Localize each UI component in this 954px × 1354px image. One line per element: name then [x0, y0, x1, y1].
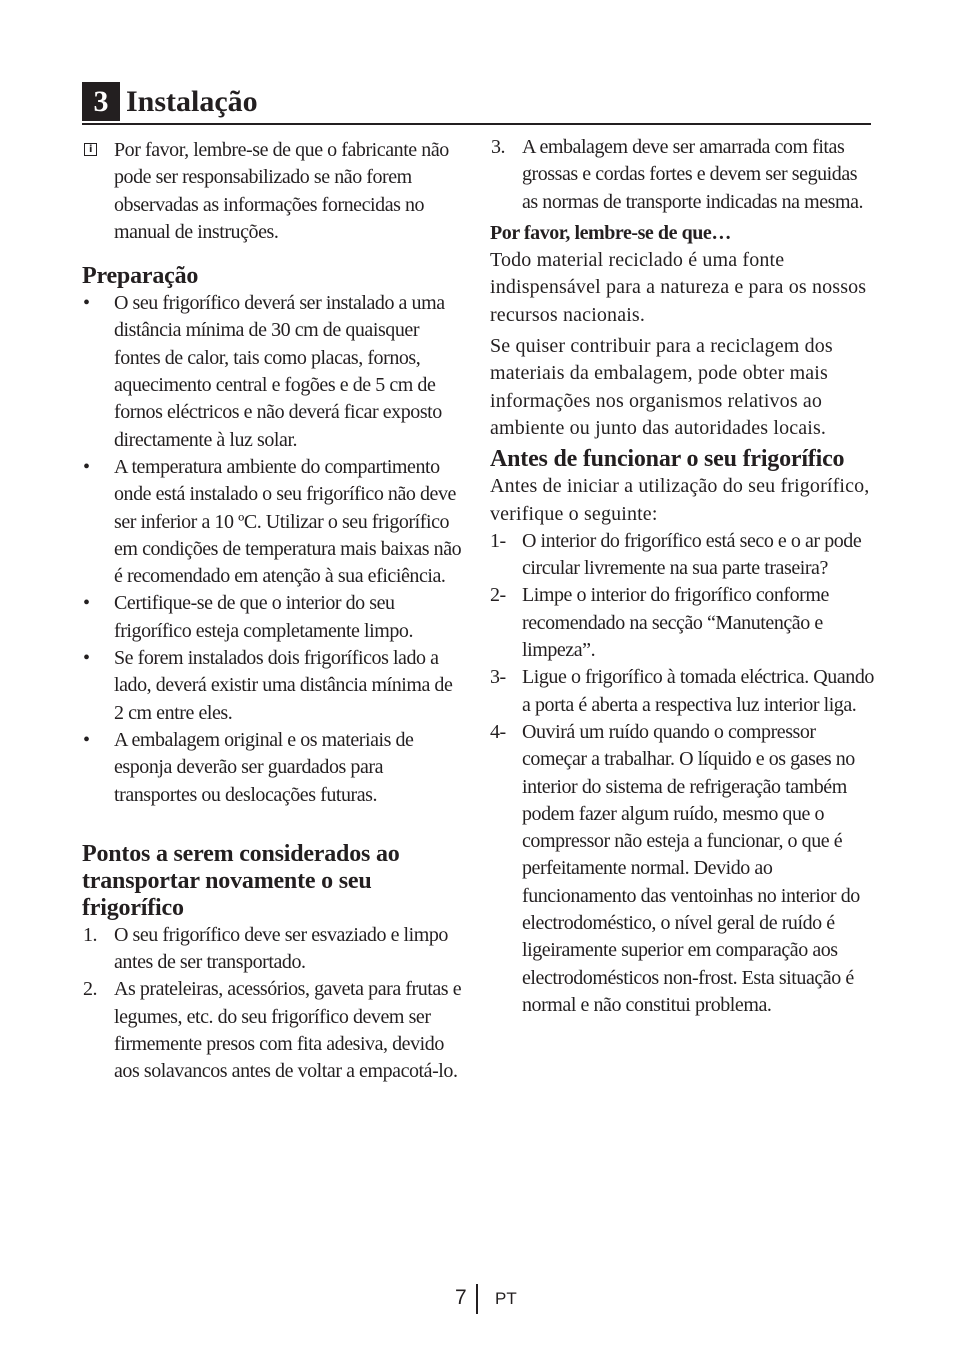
list-item	[490, 528, 875, 583]
language-code: PT	[495, 1289, 517, 1308]
list-item-text: O interior do frigorífico está seco e o ar pode circular livremente na sua parte traseira?	[522, 529, 862, 580]
list-marker: 3-	[490, 666, 506, 689]
section-header	[82, 80, 871, 125]
list-item-text: O seu frigorífico deverá ser instalado a uma distância mínima de 30 cm de quaisquer fontes de calor, tais como placas, fornos, aquecimento central e fogões e de 5 cm de fornos eléctricos e não deverá ficar exposto directamente à luz solar.	[114, 292, 445, 451]
bullet-marker: •	[83, 455, 90, 478]
list-item	[490, 719, 875, 1019]
before-list	[490, 528, 875, 1019]
transport-list	[82, 922, 462, 1086]
list-marker: 3.	[491, 136, 506, 158]
list-item	[82, 976, 462, 1085]
bullet-marker: •	[83, 728, 90, 751]
page-number: 7	[455, 1286, 467, 1309]
remember-heading: Por favor, lembre-se de que…	[490, 221, 731, 244]
list-item-text: A embalagem original e os materiais de esponja deverão ser guardados para transportes ou deslocações futuras.	[114, 728, 414, 806]
section-number: 3	[82, 82, 120, 121]
list-item-text: O seu frigorífico deve ser esvaziado e limpo antes de ser transportado.	[114, 923, 448, 974]
list-item-text: As prateleiras, acessórios, gaveta para frutas e legumes, etc. do seu frigorífico devem ser firmemente presos com fita adesiva, devido aos solavancos antes de voltar a empacotá-lo.	[114, 978, 462, 1083]
note-text: Por favor, lembre-se de que o fabricante não pode ser responsabilizado se não forem observadas as informações fornecidas no manual de instruções.	[114, 139, 449, 243]
heading-preparation: Preparação	[82, 263, 199, 290]
list-marker: 1.	[83, 923, 98, 946]
list-marker: 4-	[490, 720, 506, 743]
list-item	[82, 290, 462, 454]
left-column	[82, 137, 462, 1086]
before-intro: Antes de iniciar a utilização do seu frigorífico, verifique o seguinte:	[490, 475, 870, 525]
list-item-text: Limpe o interior do frigorífico conforme recomendado na secção “Manutenção e limpeza”.	[522, 584, 829, 662]
list-marker: 2.	[83, 978, 98, 1001]
heading-transport: Pontos a serem considerados ao transportar novamente o seu frigorífico	[82, 840, 400, 921]
list-item	[490, 664, 875, 719]
transport-list-continued	[490, 134, 875, 216]
heading-before-operating: Antes de funcionar o seu frigorífico	[490, 446, 845, 473]
recycling-paragraph-1: Todo material reciclado é uma fonte indispensável para a natureza e para os nossos recursos nacionais.	[490, 249, 867, 326]
list-item-text: Ligue o frigorífico à tomada eléctrica. Quando a porta é aberta a respectiva luz interior liga.	[522, 666, 874, 716]
list-item-text: A embalagem deve ser amarrada com fitas grossas e cordas fortes e devem ser seguidas as normas de transporte indicadas na mesma.	[522, 136, 864, 213]
list-item-text: Certifique-se de que o interior do seu frigorífico esteja completamente limpo.	[114, 592, 414, 642]
list-item	[490, 582, 875, 664]
list-item	[82, 645, 462, 727]
preparation-list	[82, 290, 462, 809]
list-item	[82, 590, 462, 645]
page-footer	[0, 1284, 954, 1314]
list-item	[82, 727, 462, 809]
bullet-marker: •	[83, 292, 90, 315]
list-item	[82, 454, 462, 590]
list-marker: 2-	[490, 584, 506, 607]
bullet-marker: •	[83, 592, 90, 615]
list-item-text: Se forem instalados dois frigoríficos lado a lado, deverá existir uma distância mínima de 2 cm entre eles.	[114, 647, 453, 724]
list-marker: 1-	[490, 529, 506, 552]
info-icon: i	[84, 143, 97, 156]
recycling-paragraph-2: Se quiser contribuir para a reciclagem dos materiais da embalagem, pode obter mais informações nos organismos relativos ao ambiente ou junto das autoridades locais.	[490, 335, 833, 439]
list-item	[490, 134, 875, 216]
list-item	[82, 922, 462, 977]
note-paragraph	[82, 137, 462, 246]
list-item-text: A temperatura ambiente do compartimento onde está instalado o seu frigorífico não deve ser inferior a 10 ºC. Utilizar o seu frigorífico em condições de temperatura mais baixas não é recomendado em atenção à sua eficiência.	[114, 455, 462, 588]
page-title: Instalação	[126, 85, 258, 118]
list-item-text: Ouvirá um ruído quando o compressor começar a trabalhar. O líquido e os gases no interior do sistema de refrigeração também podem fazer algum ruído, mesmo que o compressor não esteja a funcionar, o que é perfeitamente normal. Devido ao funcionamento das ventoinhas no interior do electrodoméstico, o nível geral de ruído é ligeiramente superior em comparação aos electrodomésticos non-frost. Esta situação é normal e não constitui problema.	[522, 720, 860, 1016]
bullet-marker: •	[83, 647, 90, 670]
footer-divider	[476, 1284, 478, 1314]
right-column	[490, 134, 875, 1019]
